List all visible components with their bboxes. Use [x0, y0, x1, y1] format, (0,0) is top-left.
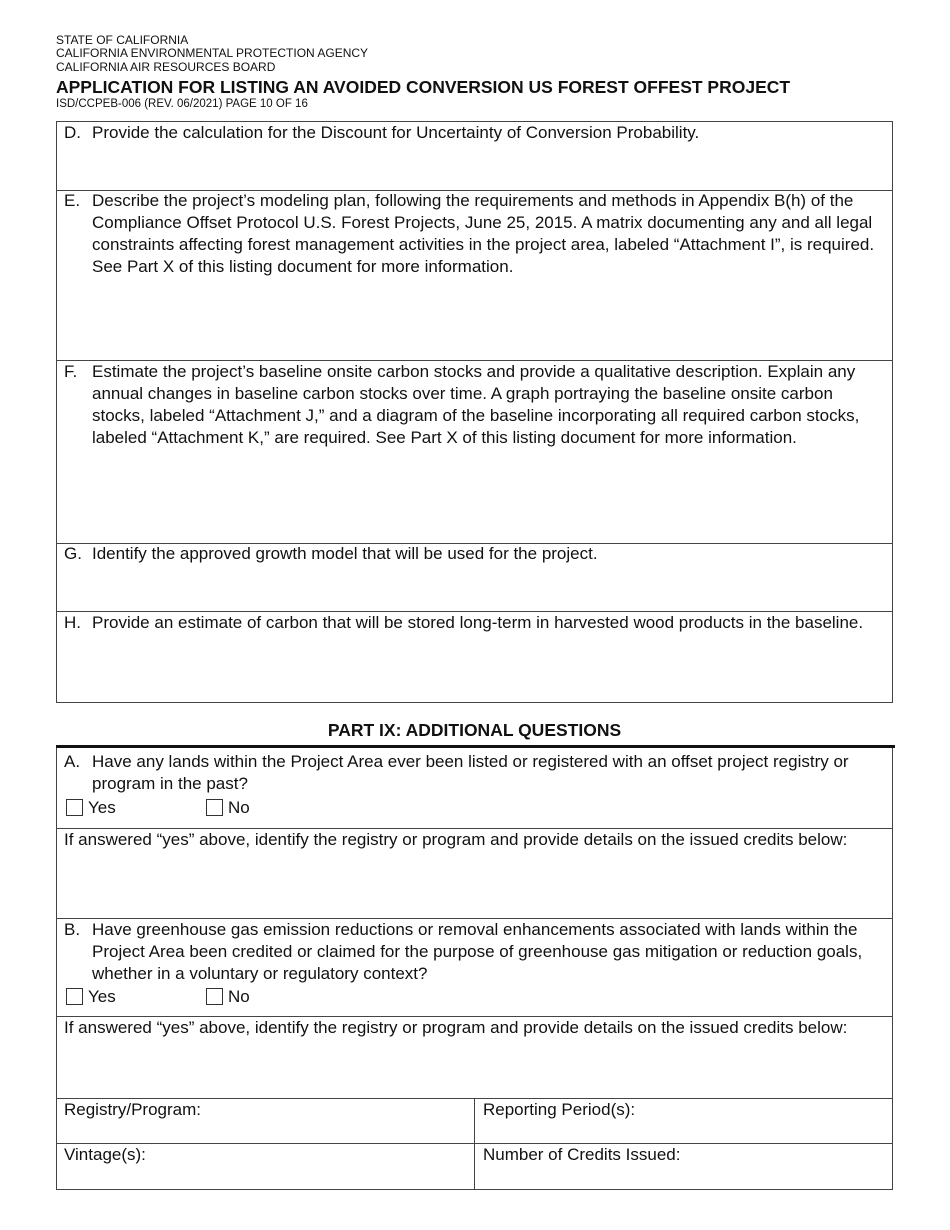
question-a: [64, 751, 889, 795]
question-e[interactable]: [64, 190, 889, 278]
question-label: H.: [64, 613, 81, 632]
part9-title: PART IX: ADDITIONAL QUESTIONS: [327, 720, 622, 740]
qb-details-field[interactable]: If answered “yes” above, identify the registry or program and provide details on the issued credits below:: [64, 1018, 848, 1037]
question-text: Provide the calculation for the Discount for Uncertainty of Conversion Probability.: [92, 123, 700, 142]
question-h[interactable]: [64, 612, 889, 634]
question-d[interactable]: [64, 122, 889, 144]
form-title: APPLICATION FOR LISTING AN AVOIDED CONVERSION US FOREST OFFEST PROJECT: [56, 77, 791, 97]
question-text: Identify the approved growth model that will be used for the project.: [92, 544, 598, 563]
question-f[interactable]: [64, 361, 889, 449]
question-text: Have any lands within the Project Area ever been listed or registered with an offset project registry or program in the past?: [92, 752, 849, 793]
header-agency: CALIFORNIA ENVIRONMENTAL PROTECTION AGENCY: [56, 46, 369, 60]
question-label: D.: [64, 123, 81, 142]
qa-no-checkbox[interactable]: [206, 799, 223, 816]
question-label: E.: [64, 191, 81, 210]
question-label: G.: [64, 544, 82, 563]
yes-label: Yes: [88, 798, 116, 817]
qb-yes-checkbox[interactable]: [66, 988, 83, 1005]
qb-no-option[interactable]: [206, 987, 250, 1007]
qa-details-field[interactable]: If answered “yes” above, identify the registry or program and provide details on the issued credits below:: [64, 830, 848, 849]
question-text: Estimate the project’s baseline onsite carbon stocks and provide a qualitative description. Explain any annual changes in baseline carbon stocks over time. A graph portraying the baseline onsite carbon stocks, labeled “Attachment J,” and a diagram of the baseline incorporating all required carbon stocks, labeled “Attachment K,” are required. See Part X of this listing document for more information.: [92, 362, 860, 447]
no-label: No: [228, 987, 250, 1006]
question-label: F.: [64, 362, 78, 381]
reporting-period-field[interactable]: Reporting Period(s):: [483, 1100, 636, 1119]
registry-program-field[interactable]: Registry/Program:: [64, 1100, 201, 1119]
yes-label: Yes: [88, 987, 116, 1006]
question-text: Provide an estimate of carbon that will be stored long-term in harvested wood products in the baseline.: [92, 613, 864, 632]
qa-no-option[interactable]: [206, 798, 250, 818]
column-divider: [474, 1098, 475, 1189]
question-g[interactable]: [64, 543, 889, 565]
question-text: Have greenhouse gas emission reductions or removal enhancements associated with lands within the Project Area been credited or claimed for the purpose of greenhouse gas mitigation or reduction goals, whether in a voluntary or regulatory context?: [92, 920, 863, 983]
header-state: STATE OF CALIFORNIA: [56, 33, 189, 47]
qa-yes-option[interactable]: [66, 798, 116, 818]
vintage-field[interactable]: Vintage(s):: [64, 1145, 146, 1164]
form-revision: ISD/CCPEB-006 (REV. 06/2021) PAGE 10 OF 16: [56, 98, 308, 110]
question-label: A.: [64, 752, 81, 771]
question-label: B.: [64, 920, 81, 939]
question-text: Describe the project’s modeling plan, following the requirements and methods in Appendix B(h) of the Compliance Offset Protocol U.S. Forest Projects, June 25, 2015. A matrix documenting any and all legal constraints affecting forest management activities in the project area, labeled “Attachment I”, is required. See Part X of this listing document for more information.: [92, 191, 875, 276]
credits-issued-field[interactable]: Number of Credits Issued:: [483, 1145, 681, 1164]
no-label: No: [228, 798, 250, 817]
qb-no-checkbox[interactable]: [206, 988, 223, 1005]
question-b: [64, 919, 889, 985]
qb-yes-option[interactable]: [66, 987, 116, 1007]
qa-yes-checkbox[interactable]: [66, 799, 83, 816]
header-board: CALIFORNIA AIR RESOURCES BOARD: [56, 60, 276, 74]
